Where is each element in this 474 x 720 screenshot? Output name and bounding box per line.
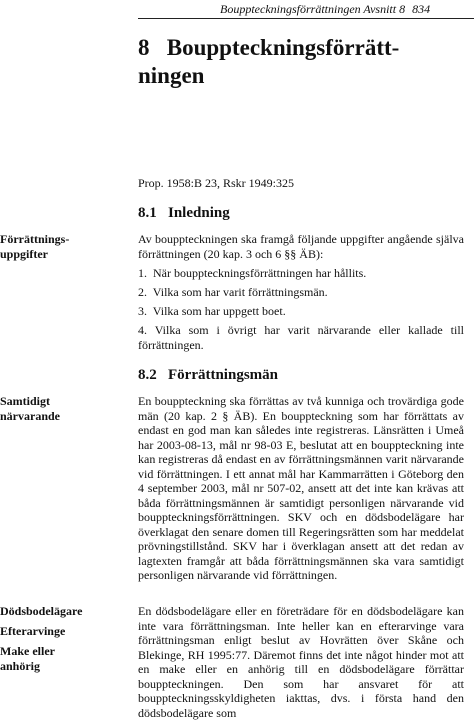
section-heading-inledning: 8.1 Inledning — [138, 205, 230, 221]
margin-label-efterarvinge: Efterarvinge — [0, 624, 66, 638]
list-item: 2. Vilka som har varit förrättningsmän. — [138, 285, 328, 299]
section1-intro: Av bouppteckningen ska framgå följande uppgifter angående själva förrättningen (20 kap. 3 och 6 §§ ÄB): — [138, 232, 464, 261]
chapter-title-line-1: 8 Bouppteckningsförrätt- — [138, 35, 400, 60]
prop-reference: Prop. 1958:B 23, Rskr 1949:325 — [138, 176, 295, 190]
margin-label-make-eller-anhorig: Make eller anhörig — [0, 644, 55, 673]
section-heading-forrattningsman: 8.2 Förrättningsmän — [138, 367, 278, 383]
chapter-title-line-2: ningen — [138, 63, 205, 88]
list-item: 4. Vilka som i övrigt har varit närvarande eller kallade till förrättningen. — [138, 323, 464, 352]
page-number: 834 — [412, 2, 431, 16]
running-title: Bouppteckningsförrättningen Avsnitt 8 — [220, 2, 406, 16]
section2-paragraph-1: En bouppteckning ska förrättas av två kunniga och trovärdiga gode män (20 kap. 2 § ÄB). En bouppteckning som har förrättats av endast en god man kan således inte registreras. Länsrätten i Umeå har 2003-08-13, mål nr 98-03 E, beslutat att en bouppteckning inte kan registreras då endast en av förrättningsmännen varit närvarande vid förrättningen. I ett annat mål har Kammarrätten i Göteborg den 4 september 2003, mål nr 507-02, ansett att det inte kan krävas att båda förrättningsmännen är samtidigt personligen närvarande vid bouppteckningsförrättningen. SKV och en dödsbodelägare har överklagat den senare domen till Regeringsrätten som har meddelat prövningstillstånd. SKV har i överklagan ansett att det redan av lagtexten framgår att båda förrättningsmännen ska vara samtidigt personligen närvarande vid förrättningen. — [138, 394, 464, 582]
running-header — [220, 2, 474, 16]
header-rule — [138, 18, 474, 19]
margin-label-forrattningsuppgifter: Förrättnings- uppgifter — [0, 232, 70, 261]
list-item: 3. Vilka som har uppgett boet. — [138, 304, 286, 318]
list-item: 1. När bouppteckningsförrättningen har hållits. — [138, 266, 367, 280]
margin-label-dodsbodelagare: Dödsbodelägare — [0, 604, 83, 618]
margin-label-samtidigt-narvarande: Samtidigt närvarande — [0, 394, 60, 423]
section2-paragraph-2: En dödsbodelägare eller en företrädare för en dödsbodelägare kan inte vara förrättningsman. Inte heller kan en efterarvinge vara förrättningsman enligt beslut av Hovrätten över Skåne och Blekinge, RH 1995:77. Däremot finns det inte något hinder mot att en make eller en anhörig till en dödsbodelägare förrättar bouppteckningen. Den som har ansvaret för att bouppteckningsskyldigheten iakttas, dvs. i första hand den dödsbodelägare som — [138, 604, 464, 720]
chapter-title — [138, 34, 448, 90]
